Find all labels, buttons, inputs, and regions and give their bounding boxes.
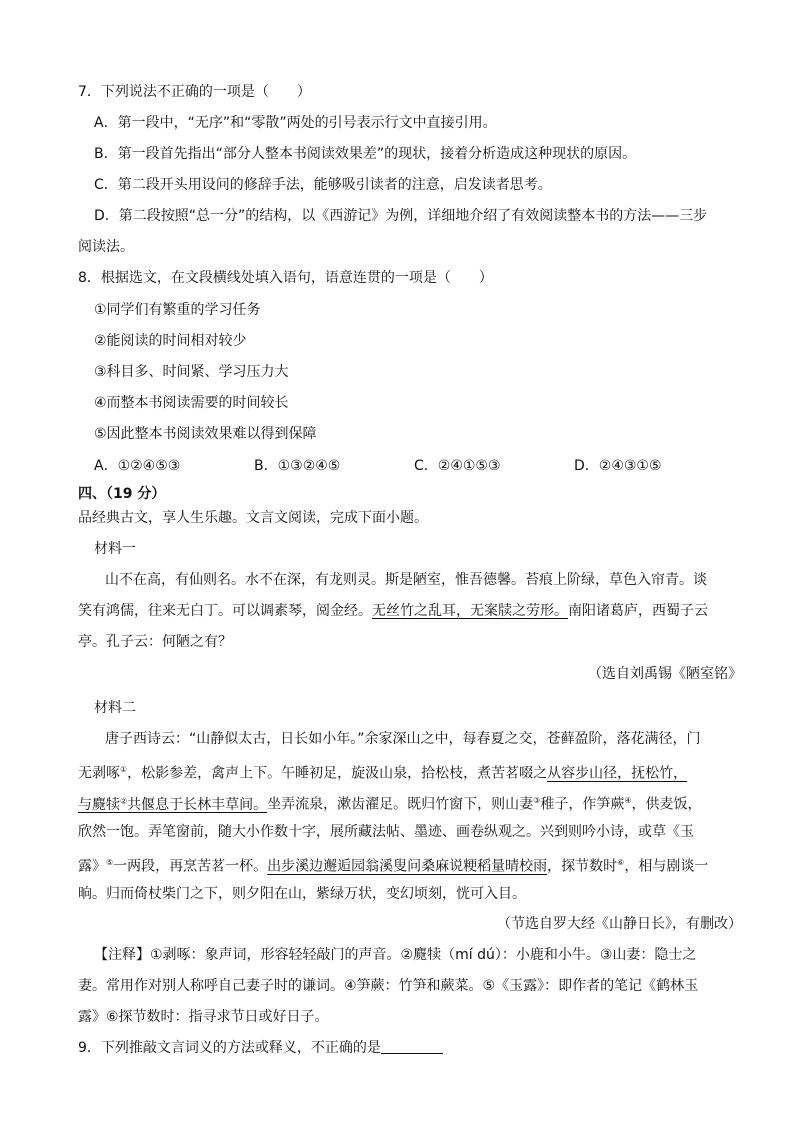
q7-option-b: B．第一段首先指出“部分人整本书阅读效果差”的现状，接着分析造成这种现状的原因。 <box>94 146 637 162</box>
q8-options <box>94 456 662 476</box>
q8-item: ⑤因此整本书阅读效果难以得到保障 <box>94 426 317 442</box>
q7-option-c: C．第二段开头用设问的修辞手法，能够吸引读者的注意，启发读者思考。 <box>94 177 552 193</box>
underlined-sentence: 无丝竹之乱耳，无案牍之劳形。 <box>372 603 568 619</box>
note-marker: ① <box>120 765 128 774</box>
notes-line: 露》⑥探节数时：指寻求节日或好日子。 <box>78 1009 329 1025</box>
q8-stem: 8．根据选文，在文段横线处填入语句，语意连贯的一项是（ ） <box>78 270 493 286</box>
note-marker: ⑥ <box>617 858 625 867</box>
section-heading: 四、（19 分） <box>78 486 166 502</box>
material1-line: 笑有鸿儒，往来无白丁。可以调素琴，阅金经。无丝竹之乱耳，无案牍之劳形。南阳诸葛庐，西蜀子云 <box>78 603 708 619</box>
q8-item: ④而整本书阅读需要的时间较长 <box>94 395 289 411</box>
note-marker: ④ <box>624 796 632 805</box>
answer-blank[interactable] <box>381 1039 443 1054</box>
q9-stem: 9．下列推敲文言词义的方法或释义，不正确的是 <box>78 1038 443 1058</box>
note-marker: ② <box>120 796 128 805</box>
notes-line: 【注释】①剥啄：象声词，形容轻轻敲门的声音。②麑犊（mí dú）：小鹿和小牛。③山妻：隐士之 <box>94 947 697 963</box>
underlined-sentence: 出步溪边邂逅园翁溪叟问桑麻说粳稻量晴校雨 <box>267 858 548 875</box>
material2-label: 材料二 <box>94 700 136 716</box>
q8-option-a: A．①②④⑤③ <box>94 458 181 474</box>
q8-item: ①同学们有繁重的学习任务 <box>94 302 261 318</box>
q8-option-c: C．②④①⑤③ <box>414 458 501 474</box>
underlined-sentence: 与麑犊②共偃息于长林丰草间。 <box>78 796 268 813</box>
material1-line: 山不在高，有仙则名。水不在深，有龙则灵。斯是陋室，惟吾德馨。苔痕上阶绿，草色入帘青。谈 <box>105 572 707 588</box>
q8-item: ③科目多、时间紧、学习压力大 <box>94 364 289 380</box>
material2-line: 无剥啄①，松影参差，禽声上下。午睡初足，旋汲山泉，拾松枝，煮苦茗啜之从容步山径，抚松竹， <box>78 765 688 782</box>
material2-source: （节选自罗大经《山静日长》，有删改） <box>497 916 742 932</box>
q7-option-a: A．第一段中，“无序”和“零散”两处的引号表示行文中直接引用。 <box>94 115 497 131</box>
material2-line: 欣然一饱。弄笔窗前，随大小作数十字，展所藏法帖、墨迹、画卷纵观之。兴到则吟小诗，或草《玉 <box>78 824 694 840</box>
material2-line: 露》⑤一两段，再烹苦茗一杯。出步溪边邂逅园翁溪叟问桑麻说粳稻量晴校雨，探节数时⑥，相与剧谈一 <box>78 858 709 875</box>
underlined-sentence: 从容步山径，抚松竹， <box>547 765 688 782</box>
material1-label: 材料一 <box>94 541 136 557</box>
q7-stem: 7．下列说法不正确的一项是（ ） <box>78 84 311 100</box>
q7-option-d-continued: 阅读法。 <box>78 239 134 255</box>
q8-option-b: B．①③②④⑤ <box>254 458 341 474</box>
material2-line: 唐子西诗云：“山静似太古，日长如小年。”余家深山之中，每春夏之交，苍藓盈阶，落花满径，门 <box>105 731 701 747</box>
material2-line: 晌。归而倚杖柴门之下，则夕阳在山，紫绿万状，变幻顷刻，恍可入目。 <box>78 886 526 902</box>
note-marker: ③ <box>533 796 541 805</box>
q7-option-d: D．第二段按照“总一分”的结构，以《西游记》为例，详细地介绍了有效阅读整本书的方法——三步 <box>94 208 708 224</box>
material2-line: 与麑犊②共偃息于长林丰草间。坐弄流泉，漱齿濯足。既归竹窗下，则山妻③稚子，作笋蕨④，供麦饭， <box>78 796 702 813</box>
q8-item: ②能阅读的时间相对较少 <box>94 333 247 349</box>
notes-line: 妻。常用作对别人称呼自己妻子时的谦词。④笋蕨：竹笋和蕨菜。⑤《玉露》：即作者的笔记《鹤林玉 <box>78 978 699 994</box>
q8-option-d: D．②④③①⑤ <box>574 458 662 474</box>
material1-source: （选自刘禹锡《陋室铭》 <box>588 666 742 682</box>
material1-line: 亭。孔子云：何陋之有？ <box>78 634 232 650</box>
section-intro: 品经典古文，享人生乐趣。文言文阅读，完成下面小题。 <box>78 510 428 526</box>
note-marker: ⑤ <box>106 858 114 867</box>
